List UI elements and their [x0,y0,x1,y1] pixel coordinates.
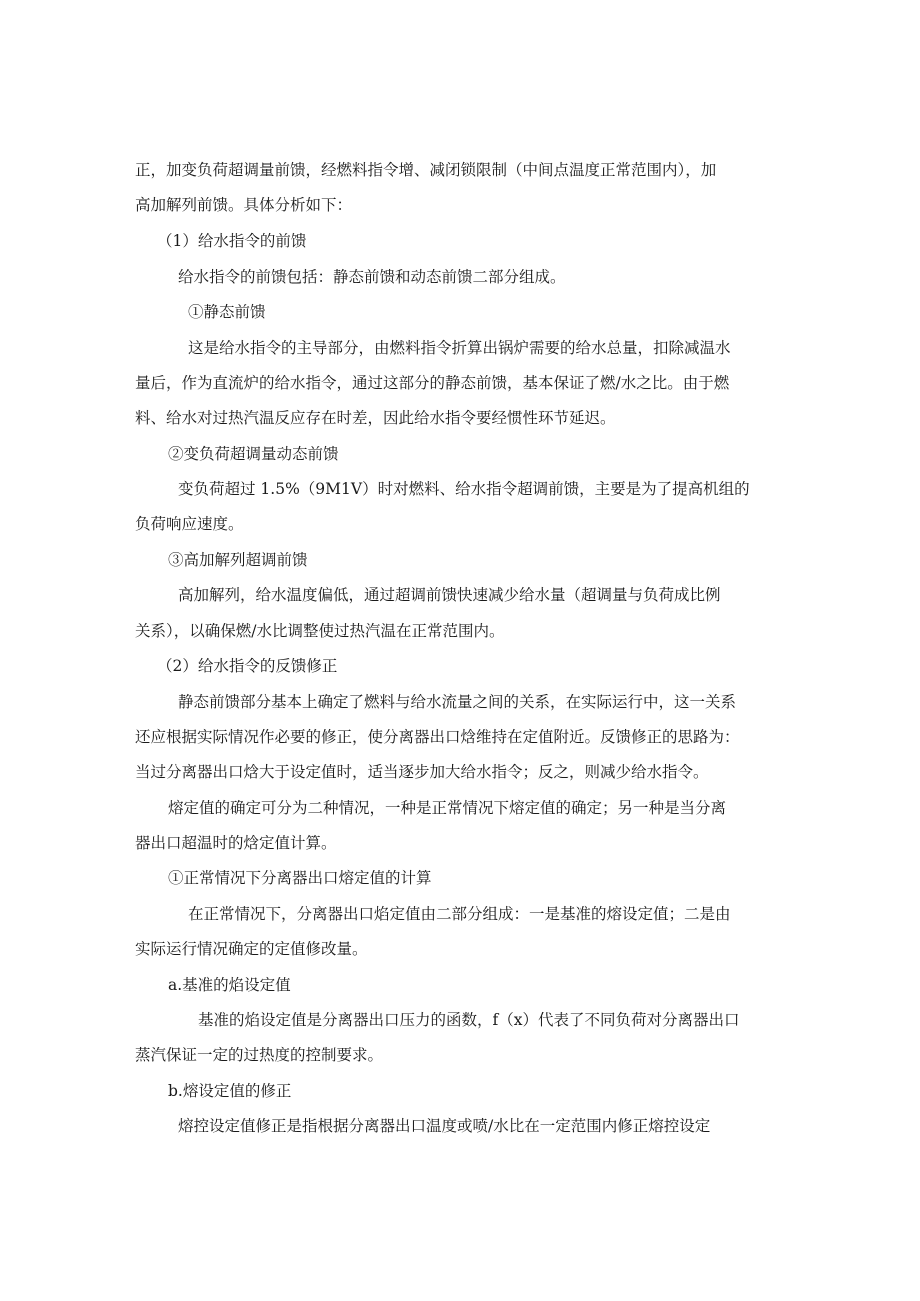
text-line: 高加解列，给水温度偏低，通过超调前馈快速减少给水量（超调量与负荷成比例 [178,586,721,604]
text-line: 当过分离器出口焓大于设定值时，适当逐步加大给水指令；反之，则减少给水指令。 [135,763,709,781]
text-line: 高加解列前馈。具体分析如下： [135,196,353,214]
text-line: 变负荷超过 1.5%（9M1V）时对燃料、给水指令超调前馈，主要是为了提高机组的 [178,480,750,498]
section-heading: （2）给水指令的反馈修正 [157,657,338,675]
text-line: 负荷响应速度。 [135,515,244,533]
text-line: 在正常情况下，分离器出口焰定值由二部分组成：一是基准的熔设定值；二是由 [188,905,731,923]
text-line: 正，加变负荷超调量前馈，经燃料指令增、减闭锁限制（中间点温度正常范围内），加 [135,161,717,179]
text-line: 给水指令的前馈包括：静态前馈和动态前馈二部分组成。 [178,268,566,286]
subsection-heading: ②变负荷超调量动态前馈 [168,445,339,463]
subsection-heading: ①静态前馈 [188,303,266,321]
text-line: 熔控设定值修正是指根据分离器出口温度或喷/水比在一定范围内修正熔控设定 [178,1117,711,1135]
text-line: 料、给水对过热汽温反应存在时差，因此给水指令要经惯性环节延迟。 [135,409,616,427]
subsection-heading: b.熔设定值的修正 [168,1082,292,1100]
text-line: 基准的焰设定值是分离器出口压力的函数，f（x）代表了不同负荷对分离器出口 [198,1011,740,1029]
text-line: 还应根据实际情况作必要的修正，使分离器出口焓维持在定值附近。反馈修正的思路为： [135,728,740,746]
subsection-heading: ①正常情况下分离器出口熔定值的计算 [168,869,432,887]
text-line: 静态前馈部分基本上确定了燃料与给水流量之间的关系，在实际运行中，这一关系 [178,693,737,711]
text-line: 关系），以确保燃/水比调整使过热汽温在正常范围内。 [135,622,505,640]
subsection-heading: ③高加解列超调前馈 [168,551,308,569]
text-line: 蒸汽保证一定的过热度的控制要求。 [135,1046,384,1064]
text-line: 量后，作为直流炉的给水指令，通过这部分的静态前馈，基本保证了燃/水之比。由于燃 [135,374,730,392]
text-line: 这是给水指令的主导部分，由燃料指令折算出锅炉需要的给水总量，扣除减温水 [188,339,731,357]
section-heading: （1）给水指令的前馈 [157,232,307,250]
text-line: 实际运行情况确定的定值修改量。 [135,940,368,958]
subsection-heading: a.基准的焰设定值 [168,976,291,994]
text-line: 器出口超温时的焓定值计算。 [135,834,337,852]
text-line: 熔定值的确定可分为二种情况，一种是正常情况下熔定值的确定；另一种是当分离 [168,799,727,817]
